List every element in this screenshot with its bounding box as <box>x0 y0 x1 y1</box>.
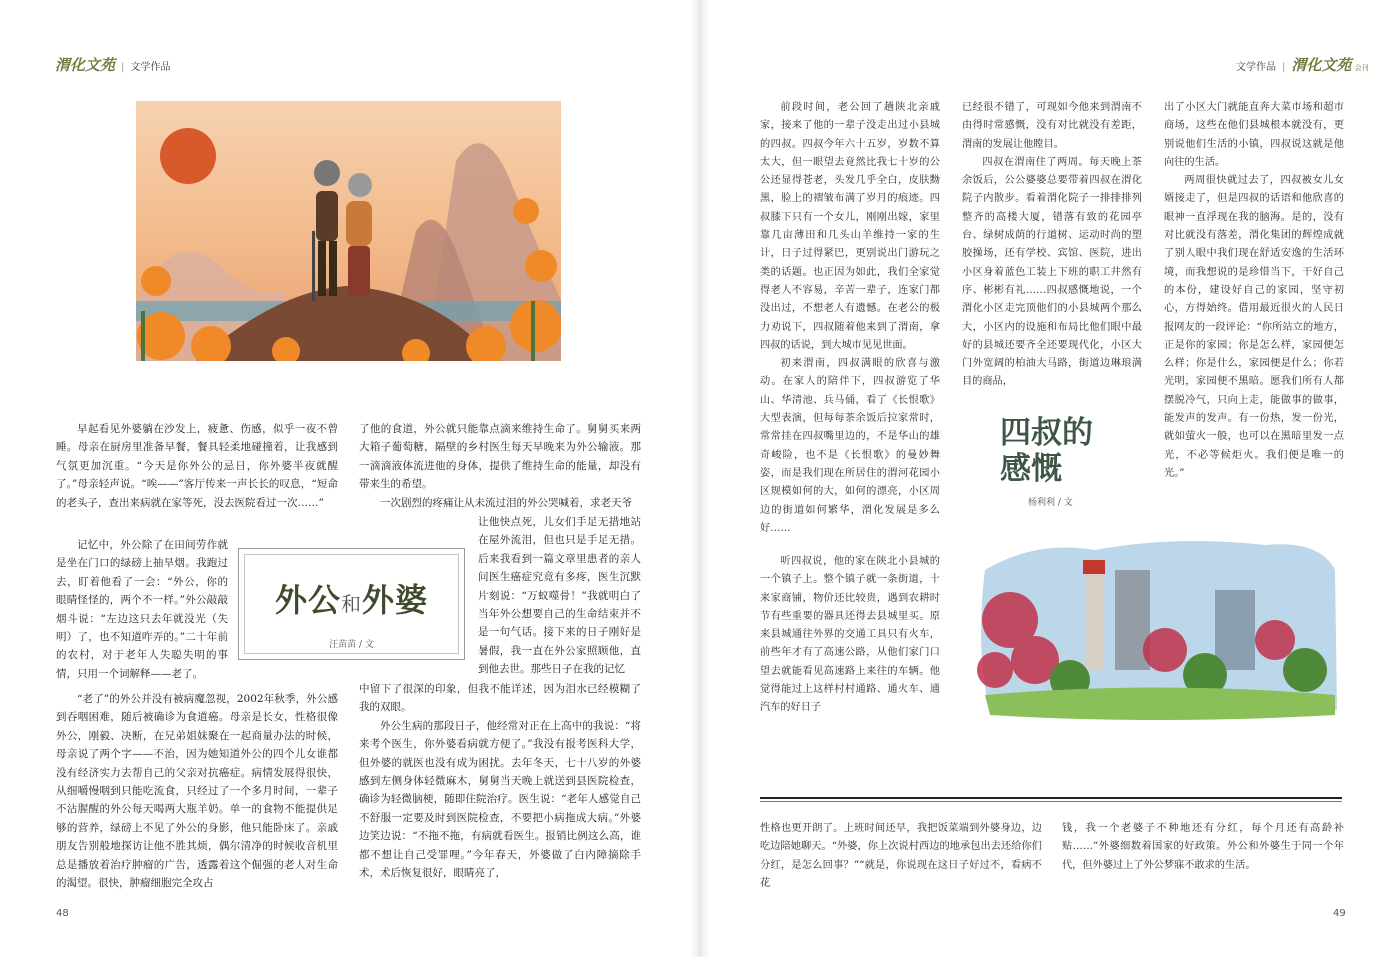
section-label: 文学作品 <box>130 62 171 73</box>
paragraph: 钱，我一个老婆子不种地还有分红，每个月还有高龄补贴……”外婆细数着国家的好政策。外公和外婆生于同一个年代，但外婆过上了外公梦寐不敢求的生活。 <box>1062 823 1344 871</box>
paragraph: 早起看见外婆躺在沙发上，疲惫、伤感，似乎一夜不曾睡。母亲在厨房里准备早餐，餐具轻柔地碰撞着，让我感到气氛更加沉重。“今天是你外公的忌日，你外婆半夜就醒了。”母亲轻声说。“唉——”客厅传来一声长长的叹息，“短命的老头子，查出来病就在家等死，没去医院看过一次……” <box>56 423 338 509</box>
left-article-col1-top <box>56 420 338 512</box>
left-article-title-box <box>238 548 465 660</box>
sun-icon <box>160 128 216 184</box>
right-article-col2 <box>962 99 1142 392</box>
paragraph: 已经很不错了，可现如今他来到渭南不由得时常感慨，没有对比就没有差距，渭南的发展让他瞠目。 <box>962 102 1142 150</box>
paragraph: 初来渭南，四叔满眼的欣喜与激动。在家人的陪伴下，四叔游览了华山、华清池、兵马俑，看了《长恨歌》大型表演，但每每茶余饭后拉家常时，常常挂在四叔嘴里边的，不是华山的雄奇峻险，也不是《长恨歌》的曼妙舞姿，而是我们现在所居住的渭河花园小区规模如何的大，如何的漂亮，小区周边的街道如何繁华，渭化发展是多么好…… <box>760 358 940 534</box>
left-article-col2-bottom <box>359 680 641 882</box>
left-article-col1-mid <box>56 536 228 683</box>
paragraph: 让他快点死，儿女们手足无措地站在屋外流泪，但也只是手足无措。后来我看到一篇文章里患者的亲人问医生癌症究竟有多疼，医生沉默片刻说：“万蚁噬骨！”我就明白了当年外公想要自己的生命结束并不是一句气话。接下来的日子刚好是暑假，我一直在外公家照顾他，直到他去世。那些日子在我的记忆 <box>478 516 641 676</box>
page-number-right: 49 <box>1333 908 1346 919</box>
paragraph: 一次剧烈的疼痛让从未流过泪的外公哭喊着，求老天爷 <box>380 496 632 509</box>
left-article-continuation-col1 <box>760 820 1042 893</box>
elderly-couple-illustration <box>136 101 561 361</box>
right-article-author: 杨利利 / 文 <box>1028 498 1073 508</box>
magazine-logo: 渭化文苑 <box>1291 56 1352 74</box>
paragraph: 出了小区大门就能直奔大菜市场和超市商场，这些在他们县城根本就没有，更别说他们生活的小镇，四叔说这就是他向往的生活。 <box>1164 102 1344 168</box>
section-label: 文学作品 <box>1236 62 1276 73</box>
paragraph: 了他的食道，外公就只能靠点滴来维持生命了。舅舅买来两大箱子葡萄糖，隔壁的乡村医生每天早晚来为外公输液。那一滴滴液体流进他的身体，提供了维持生命的能量，却没有带来生的希望。 <box>359 423 641 491</box>
factory-tower-photo <box>975 530 1340 720</box>
paragraph: 性格也更开朗了。上班时间还早，我把饭菜端到外婆身边，边吃边陪她聊天。“外婆，你上次说村西边的地承包出去还给你们分红，是怎么回事？”“就是，你说现在这日子好过不，看病不花 <box>760 823 1042 889</box>
right-header: 文学作品 | 渭化文苑 会刊 <box>1236 56 1369 74</box>
section-divider <box>760 797 1342 799</box>
left-article-continuation-col2 <box>1062 820 1344 875</box>
magazine-logo: 渭化文苑 <box>55 56 116 74</box>
page-gutter <box>690 0 710 957</box>
right-article-col3 <box>1164 99 1344 483</box>
left-header: 渭化文苑 | 文学作品 <box>55 56 171 74</box>
right-article-col1-top <box>760 99 940 538</box>
page-number-left: 48 <box>56 908 69 919</box>
right-article-col1-bottom <box>760 553 940 718</box>
paragraph: 两周很快就过去了，四叔被女儿女婿接走了，但是四叔的话语和他欣喜的眼神一直浮现在我的脑海。是的，没有对比就没有落差，渭化集团的辉煌成就了别人眼中我们现在舒适安逸的生活环境，而我想说的是珍惜当下，干好自己的本份，建设好自己的家园，坚守初心，方得始终。借用最近很火的人民日报网友的一段评论：“你所站立的地方，正是你的家园；你是怎么样，家园便怎么样；你是什么，家园便是什么；你若光明，家园便不黑暗。愿我们所有人都摆脱冷气，只向上走，能做事的做事，能发声的发声。有一份热，发一份光，就如萤火一般，也可以在黑暗里发一点光，不必等候炬火。我们便是唯一的光。” <box>1164 175 1344 479</box>
paragraph: 外公生病的那段日子，他经常对正在上高中的我说：“将来考个医生，你外婆看病就方便了。”我没有报考医科大学，但外婆的就医也没有成为困扰。去年冬天，七十八岁的外婆感到左侧身体轻微麻木，舅舅当天晚上就送到县医院检查，确诊为轻微脑梗，随即住院治疗。医生说：“老年人感觉自己不舒服一定要及时到医院检查，不要把小病拖成大病。”外婆边笑边说：“不拖不拖，有病就看医生。报销比例这么高，谁都不想让自己受罪哩。”今年春天，外婆做了白内障摘除手术，术后恢复很好，眼睛亮了， <box>359 719 641 880</box>
left-article-col2-mid <box>478 513 641 679</box>
paragraph: 中留下了很深的印象，但我不能详述，因为泪水已经模糊了我的双眼。 <box>359 683 641 714</box>
paragraph: 记忆中，外公除了在田间劳作就是坐在门口的绿磅上抽旱烟。我跑过去，盯着他看了一会：“外公，你的眼睛怪怪的，两个不一样。”外公敲敲烟斗说：“左边这只去年就没光（失明）了，也不知道咋弄的。”二十年前的农村，对于老年人失聪失明的事情，只用一个词解释——老了。 <box>56 539 228 680</box>
paragraph: 前段时间，老公回了趟陕北亲戚家，接来了他的一辈子没走出过小县城的四叔。四叔今年六十五岁，岁数不算太大，但一眼望去竟然比我七十岁的公公还显得苍老，头发几乎全白，皮肤黝黑，脸上的褶皱布满了岁月的痕迹。四叔膝下只有一个女儿，刚刚出嫁，家里靠几亩薄田和几头山羊维持一家的生计，日子过得紧巴，更别说出门游玩之类的话题。也正因为如此，我们全家觉得老人不容易，辛苦一辈子，连家门都没出过，不想老人有遗憾。在老公的极力劝说下，四叔随着他来到了渭南，拿四叔的话说，到大城市见见世面。 <box>760 102 940 351</box>
magazine-sub-label: 会刊 <box>1354 64 1369 72</box>
section-divider-thin <box>760 801 1342 802</box>
paragraph: “老了”的外公并没有被病魔忽视，2002年秋季，外公感到吞咽困难，随后被确诊为食道癌。母亲是长女，性格很像外公，刚毅、决断，在兄弟姐妹聚在一起商量办法的时候，母亲说了两个字——不治，因为她知道外公的四个儿女谁都没有经济实力去帮自己的父亲对抗癌症。病情发展得很快，从细嚼慢咽到只能吃流食，只经过了一个多月时间，一辈子不沾腥醒的外公每天喝两大瓶羊奶。单一的食物不能提供足够的营养，绿磅上不见了外公的身影，他只能卧床了。亲戚朋友告别般地探访让他不胜其烦，偶尔清净的时候收音机里总是播放着治疗肿瘤的广告，透露着这个倔强的老人对生命的渴望。很快，肿瘤细胞完全攻占 <box>56 693 338 890</box>
left-article-col2-top <box>359 420 641 512</box>
article-author: 汪苗苗 / 文 <box>329 640 374 650</box>
left-article-col1-bottom <box>56 690 338 892</box>
paragraph: 四叔在渭南住了两周。每天晚上茶余饭后，公公婆婆总要带着四叔在渭化院子内散步。看着渭化院子一排排排列整齐的高楼大厦，错落有致的花园亭台、绿树成荫的行道树、运动时尚的塑胶操场，还有学校、宾馆、医院，进出小区身着蓝色工装上下班的职工井然有序、彬彬有礼……四叔感慨地说，一个渭化小区走完顶他们的小县城两个那么大，小区内的设施和布局比他们眼中最好的县城还要齐全还要现代化，小区大门外宽阔的柏油大马路，街道边琳琅满目的商品， <box>962 156 1142 388</box>
paragraph: 听四叔说，他的家在陕北小县城的一个镇子上。整个镇子就一条街道，十来家商铺，物价还比较贵，遇到农耕时节有些重要的器具还得去县城里买。原来县城通往外界的交通工具只有火车，前些年才有了高速公路，从他们家门口望去就能看见高速路上来往的车辆。他觉得能过上这样村村通路、通火车、通汽车的好日子 <box>760 556 940 714</box>
right-article-title: 四叔的 感慨 <box>1000 415 1093 487</box>
article-title: 外公和外婆 <box>274 581 429 619</box>
